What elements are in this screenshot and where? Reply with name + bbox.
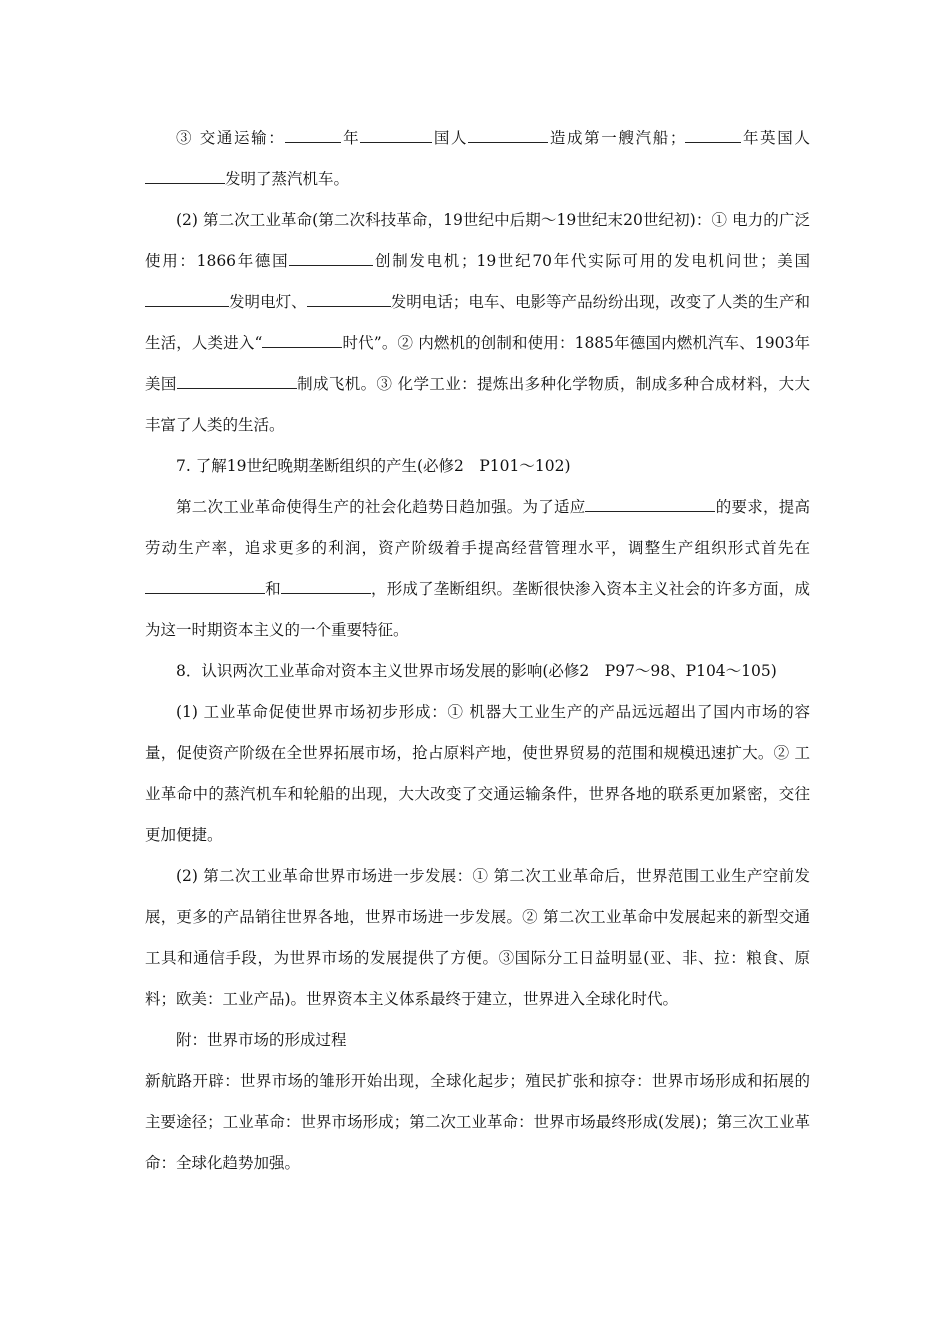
blank-field[interactable] [262,331,342,348]
blank-field[interactable] [145,577,265,594]
appendix-body: 新航路开辟：世界市场的雏形开始出现，全球化起步；殖民扩张和掠夺：世界市场形成和拓展的主要途径；工业革命：世界市场形成；第二次工业革命：世界市场最终形成(发展)；第三次工业革命：全球化趋势加强。 [145,1072,810,1172]
section-7-title: 7. 了解19世纪晚期垄断组织的产生(必修2 P101～102) [176,457,571,475]
text-segment: 创制发电机；19世纪70年代实际可用的发电机问世；美国 [373,252,810,270]
second-industrial-revolution-paragraph [145,200,810,446]
blank-field[interactable] [360,126,432,143]
blank-field[interactable] [285,126,341,143]
text-segment: 国人 [432,129,469,147]
text-segment: 的要求，提高劳动生产率，追求更多的利润，资产阶级着手提高经营管理水平，调整生产组织形式首先在 [145,498,810,557]
text-segment: 发明电话；电车、电影等产品纷纷出现，改变了人类的生产和生活，人类进入“ [145,293,810,352]
text-segment: 造成第一艘汽船； [548,129,686,147]
text-segment: 人 [794,129,810,147]
blank-field[interactable] [177,372,297,389]
text-segment: ③ 交通运输： [176,129,286,147]
text-segment: 年英国 [741,129,795,147]
text-segment: 制成飞机。③ 化学工业：提炼出多种化学物质，制成多种合成材料，大大丰富了人类的生活。 [145,375,810,434]
text-segment: 年 [341,129,361,147]
text-segment: 发明了蒸汽机车。 [225,170,350,188]
text-segment: 第二次工业革命使得生产的社会化趋势日趋加强。为了适应 [176,498,586,516]
document-page [145,118,810,1184]
text-segment: (2) 第二次工业革命(第二次科技革命，19世纪中后期～19世纪末20世纪初)：① 电力的广泛使用：1866年德国 [145,211,810,270]
blank-field[interactable] [145,290,229,307]
world-market-paragraph-2: (2) 第二次工业革命世界市场进一步发展：① 第二次工业革命后，世界范围工业生产空前发展，更多的产品销往世界各地，世界市场进一步发展。② 第二次工业革命中发展起来的新型交通工具和通信手段，为世界市场的发展提供了方便。③国际分工日益明显(亚、非、拉：粮食、原料；欧美：工业产品)。世界资本主义体系最终于建立，世界进入全球化时代。 [145,867,810,1008]
blank-field[interactable] [307,290,391,307]
text-segment: ，形成了垄断组织。垄断很快渗入资本主义社会的许多方面，成为这一时期资本主义的一个重要特征。 [145,580,810,639]
blank-field[interactable] [585,495,715,512]
blank-field[interactable] [289,249,373,266]
world-market-paragraph-1: (1) 工业革命促使世界市场初步形成：① 机器大工业生产的产品远远超出了国内市场的容量，促使资产阶级在全世界拓展市场，抢占原料产地，使世界贸易的范围和规模迅速扩大。② 工业革命中的蒸汽机车和轮船的出现，大大改变了交通运输条件，世界各地的联系更加紧密，交往更加便捷。 [145,703,810,844]
section-8-title: 8．认识两次工业革命对资本主义世界市场发展的影响(必修2 P97～98、P104～105) [176,662,777,680]
appendix-title: 附：世界市场的形成过程 [176,1031,347,1049]
blank-field[interactable] [685,126,741,143]
text-segment: 和 [265,580,281,598]
blank-field[interactable] [281,577,371,594]
monopoly-paragraph [145,487,810,651]
text-segment: 时代”。② 内燃机的创制和使用：1885年德国内燃机汽车、1903年美国 [145,334,810,393]
transport-paragraph [145,118,810,200]
blank-field[interactable] [468,126,548,143]
blank-field[interactable] [145,167,225,184]
text-segment: 发明电灯、 [229,293,307,311]
